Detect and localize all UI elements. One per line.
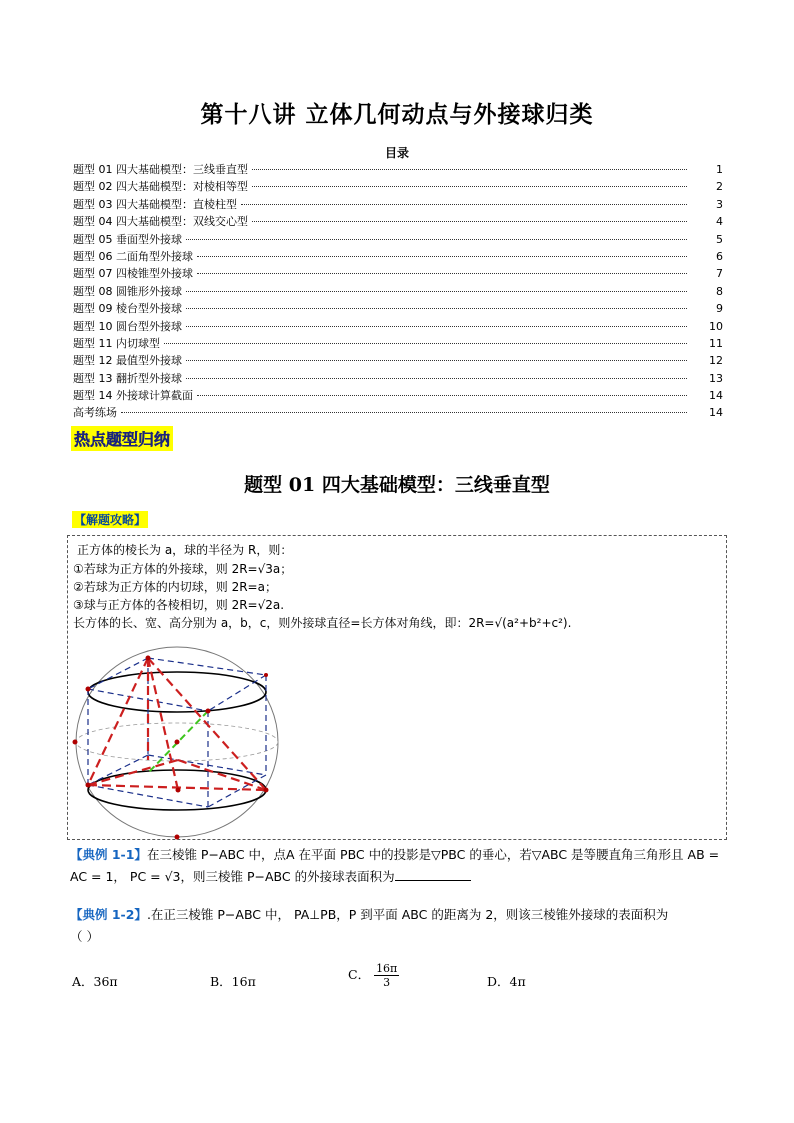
toc-item[interactable]: [73, 404, 723, 421]
toc-item-label: 题型 02 四大基础模型：对棱相等型: [73, 180, 248, 194]
toc-item-label: 题型 05 垂面型外接球: [73, 232, 182, 246]
choice-c-label: C．: [348, 967, 371, 982]
toc-leader-dots: [252, 185, 687, 187]
toc-item-page: 8: [716, 284, 723, 298]
toc-item-label: 题型 01 四大基础模型：三线垂直型: [73, 163, 248, 176]
choice-b: B．16π: [210, 974, 256, 989]
toc-item-page: 2: [716, 180, 723, 194]
toc-heading: 目录: [384, 146, 409, 160]
toc-item[interactable]: [73, 352, 723, 369]
toc-item[interactable]: [73, 161, 723, 178]
toc-leader-dots: [197, 272, 687, 274]
toc-item-page: 14: [709, 389, 723, 403]
toc-leader-dots: [186, 377, 687, 379]
toc-leader-dots: [252, 168, 687, 170]
toc-item-label: 题型 03 四大基础模型：直棱柱型: [73, 197, 237, 211]
answer-blank: [395, 868, 471, 881]
page-title: 第十八讲 立体几何动点与外接球归类: [200, 102, 594, 128]
toc-leader-dots: [186, 290, 687, 292]
section-title: 题型 01 四大基础模型：三线垂直型: [244, 474, 550, 496]
sphere-cuboid-figure: [70, 645, 290, 845]
toc-item[interactable]: [73, 178, 723, 195]
example-1-2-tag: 【典例 1-2】: [70, 907, 147, 922]
toc-item-page: 13: [709, 371, 723, 385]
example-1-1-tag: 【典例 1-1】: [70, 847, 147, 862]
strategy-line-5: 长方体的长、宽、高分别为 a，b，c，则外接球直径=长方体对角线，即：2R=√(a²+b²+c²).: [73, 616, 572, 630]
toc-item-page: 7: [716, 267, 723, 281]
toc-item[interactable]: [73, 248, 723, 265]
toc-item-label: 题型 10 圆台型外接球: [73, 319, 182, 333]
toc-leader-dots: [241, 203, 687, 205]
table-of-contents: [73, 161, 723, 422]
toc-item-page: 1: [716, 163, 723, 176]
toc-item[interactable]: [73, 231, 723, 248]
toc-item-label: 题型 09 棱台型外接球: [73, 302, 182, 316]
strategy-line-2: ①若球为正方体的外接球，则 2R=√3a；: [73, 562, 293, 576]
toc-item-page: 11: [709, 336, 723, 350]
toc-leader-dots: [186, 238, 687, 240]
strategy-line-3: ②若球为正方体的内切球，则 2R=a；: [73, 580, 277, 594]
example-1-1: [70, 844, 730, 888]
example-1-2: [70, 904, 730, 948]
strategy-line-1: 正方体的棱长为 a，球的半径为 R，则：: [77, 543, 293, 557]
example-1-2-paren: （ ）: [70, 929, 99, 944]
toc-leader-dots: [186, 307, 687, 309]
toc-leader-dots: [164, 342, 687, 344]
toc-item[interactable]: [73, 318, 723, 335]
strategy-tag: 【解题攻略】: [74, 513, 147, 527]
toc-leader-dots: [197, 394, 687, 396]
toc-item-label: 题型 11 内切球型: [73, 336, 160, 350]
toc-item-label: 题型 14 外接球计算截面: [73, 389, 193, 403]
toc-item[interactable]: [73, 213, 723, 230]
toc-item-label: 题型 06 二面角型外接球: [73, 249, 193, 263]
toc-item[interactable]: [73, 387, 723, 404]
choice-c: [348, 962, 399, 989]
toc-item-page: 5: [716, 232, 723, 246]
toc-item[interactable]: [73, 335, 723, 352]
choice-c-fraction: [374, 962, 399, 989]
toc-item-page: 9: [716, 302, 723, 316]
toc-item[interactable]: [73, 196, 723, 213]
choice-c-numerator: 16π: [376, 962, 398, 975]
example-1-2-text: .在正三棱锥 P−ABC 中， PA⊥PB，P 到平面 ABC 的距离为 2，则该三棱锥外接球的表面积为: [146, 907, 669, 922]
toc-item-page: 6: [716, 249, 723, 263]
toc-item-label: 题型 04 四大基础模型：双线交心型: [73, 215, 248, 229]
toc-item-page: 12: [709, 354, 723, 368]
toc-leader-dots: [186, 325, 687, 327]
toc-item-page: 14: [709, 406, 723, 420]
toc-item-page: 3: [716, 197, 723, 211]
toc-item-label: 题型 07 四棱锥型外接球: [73, 267, 193, 281]
hotspot-banner: 热点题型归纳: [71, 426, 173, 451]
toc-item[interactable]: [73, 283, 723, 300]
toc-leader-dots: [252, 220, 687, 222]
toc-item-label: 高考练场: [73, 406, 117, 420]
choice-d: D．4π: [487, 974, 526, 989]
toc-item-label: 题型 08 圆锥形外接球: [73, 284, 182, 298]
toc-item[interactable]: [73, 265, 723, 282]
toc-item-label: 题型 12 最值型外接球: [73, 354, 182, 368]
choice-a: A．36π: [72, 974, 118, 989]
toc-item-label: 题型 13 翻折型外接球: [73, 371, 182, 385]
toc-item-page: 10: [709, 319, 723, 333]
toc-item[interactable]: [73, 300, 723, 317]
toc-leader-dots: [186, 359, 687, 361]
toc-item-page: 4: [716, 215, 723, 229]
toc-leader-dots: [197, 255, 687, 257]
toc-leader-dots: [121, 411, 687, 413]
toc-item[interactable]: [73, 370, 723, 387]
strategy-line-4: ③球与正方体的各棱相切，则 2R=√2a.: [73, 598, 285, 612]
choice-c-denominator: 3: [383, 976, 391, 989]
example-1-1-text: 在三棱锥 P−ABC 中，点A 在平面 PBC 中的投影是▽PBC 的垂心，若▽ABC 是等腰直角三角形且 AB = AC = 1， PC = √3，则三棱锥 P−ABC 的外接球表面积为: [70, 847, 720, 884]
